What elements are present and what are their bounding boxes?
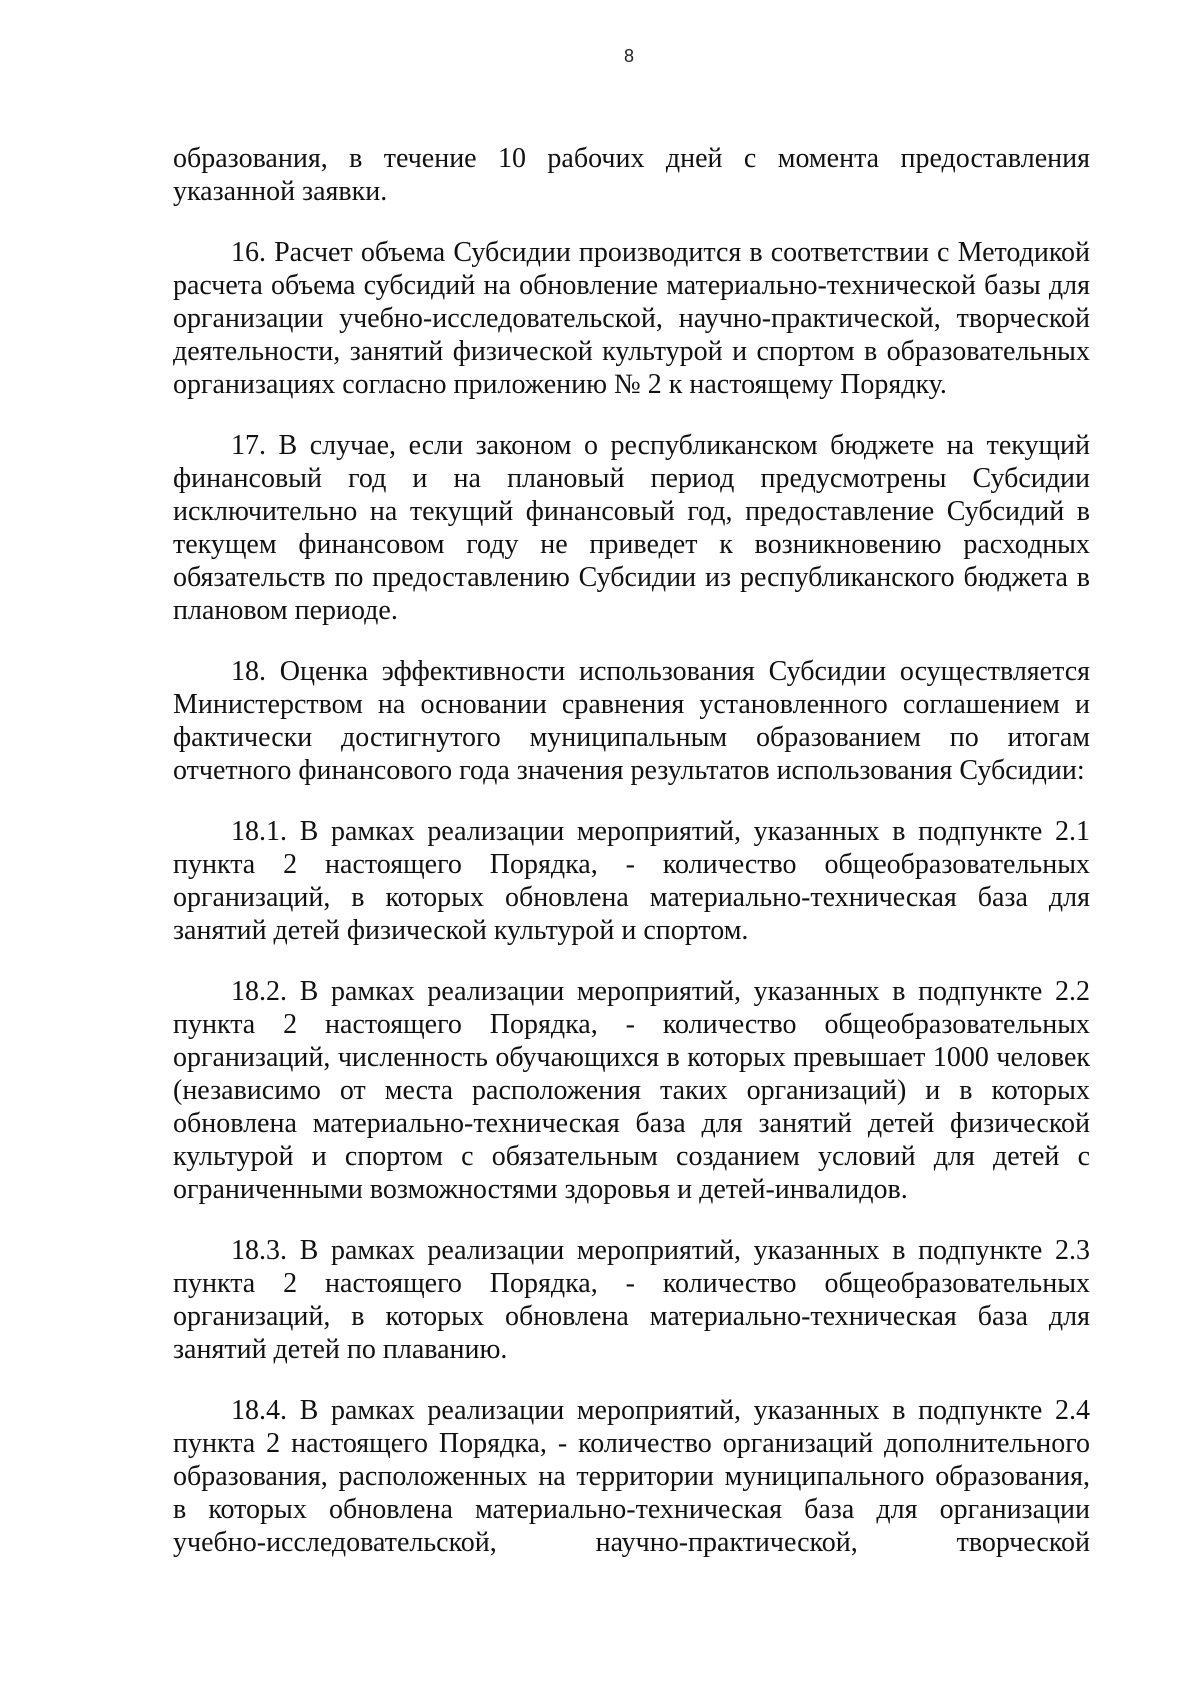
paragraph-17: 17. В случае, если законом о республиканском бюджете на текущий финансовый год и на плановый период предусмотрены Субсидии исключительно на текущий финансовый год, предоставление Субсидий в текущем финансовом году не приведет к возникновению расходных обязательств по предоставлению Субсидии из республиканского бюджета в плановом периоде. (173, 430, 1090, 626)
paragraph-18-4: 18.4. В рамках реализации мероприятий, указанных в подпункте 2.4 пункта 2 настоящего Порядка, - количество организаций дополнительного образования, расположенных на территории муниципального образования, в которых обновлена материально-техническая база для организации учебно-исследовательской, научно-практической, творческой (173, 1395, 1090, 1558)
page-number: 8 (623, 46, 634, 66)
paragraph-18: 18. Оценка эффективности использования Субсидии осуществляется Министерством на основании сравнения установленного соглашением и фактически достигнутого муниципальным образованием по итогам отчетного финансового года значения результатов использования Субсидии: (173, 656, 1090, 786)
paragraph-continuation: образования, в течение 10 рабочих дней с момента предоставления указанной заявки. (173, 143, 1090, 207)
paragraph-16: 16. Расчет объема Субсидии производится в соответствии с Методикой расчета объема субсидий на обновление материально-технической базы для организации учебно-исследовательской, научно-практической, творческой деятельности, занятий физической культурой и спортом в образовательных организациях согласно приложению № 2 к настоящему Порядку. (173, 237, 1090, 400)
document-body (173, 142, 1090, 1587)
paragraph-18-1: 18.1. В рамках реализации мероприятий, указанных в подпункте 2.1 пункта 2 настоящего Порядка, - количество общеобразовательных организаций, в которых обновлена материально-техническая база для занятий детей физической культурой и спортом. (173, 816, 1090, 946)
paragraph-18-3: 18.3. В рамках реализации мероприятий, указанных в подпункте 2.3 пункта 2 настоящего Порядка, - количество общеобразовательных организаций, в которых обновлена материально-техническая база для занятий детей по плаванию. (173, 1235, 1090, 1365)
paragraph-18-2: 18.2. В рамках реализации мероприятий, указанных в подпункте 2.2 пункта 2 настоящего Порядка, - количество общеобразовательных организаций, численность обучающихся в которых превышает 1000 человек (независимо от места расположения таких организаций) и в которых обновлена материально-техническая база для занятий детей физической культурой и спортом с обязательным созданием условий для детей с ограниченными возможностями здоровья и детей-инвалидов. (173, 976, 1090, 1205)
